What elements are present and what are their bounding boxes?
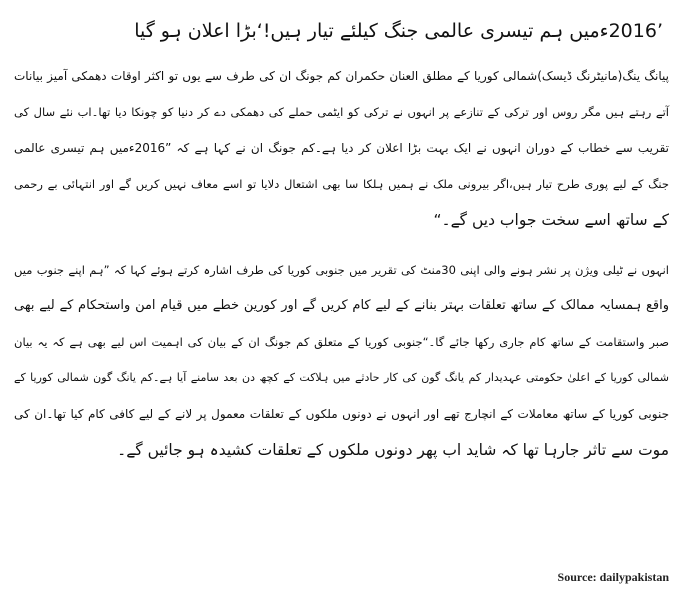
paragraph-line: جنوبی کوریا کے ساتھ معاملات کے انچارج تھے اور انہوں نے دونوں ملکوں کے تعلقات معمول پر لانے کے لیے کافی کام کیا تھا۔ان کی bbox=[14, 407, 669, 421]
paragraph-line: واقع ہمسایہ ممالک کے ساتھ تعلقات بہتر بنانے کے لیے کام کریں گے اور کورین خطے میں قیام امن واستحکام کے لیے بھی bbox=[14, 298, 669, 313]
article bbox=[14, 10, 669, 468]
paragraph-line: شمالی کوریا کے اعلیٰ حکومتی عہدیدار کم یانگ گون کی کار حادثے میں ہلاکت کے کچھ دن بعد سامنے آیا ہے۔کم یانگ گون شمالی کوریا کے bbox=[14, 371, 669, 384]
article-headline: ’2016ءمیں ہم تیسری عالمی جنگ کیلئے تیار ہیں!‘بڑا اعلان ہو گیا bbox=[134, 20, 663, 42]
paragraph-line: آتے رہتے ہیں مگر روس اور ترکی کے تنازعے پر انہوں نے ترکی کو ایٹمی حملے کی دھمکی دے کر دنیا کو چونکا دیا تھا۔اب نئے سال کی bbox=[14, 105, 669, 119]
paragraph-line: صبر واستقامت کے ساتھ کام جاری رکھا جائے گا۔“جنوبی کوریا کے متعلق کم جونگ ان کے بیان کی اہمیت اس لیے بھی ہے کہ یہ بیان bbox=[14, 335, 669, 349]
paragraph-line: تقریب سے خطاب کے دوران انہوں نے ایک بہت بڑا اعلان کر دیا ہے۔کم جونگ ان نے کہا ہے کہ ”2016ءمیں ہم تیسری عالمی bbox=[14, 141, 669, 155]
paragraph-line: پیانگ ینگ(مانیٹرنگ ڈیسک)شمالی کوریا کے مطلق العنان حکمران کم جونگ ان کی طرف سے یوں تو اکثر اوقات دھمکی آمیز بیانات bbox=[14, 69, 669, 83]
paragraph-line: انہوں نے ٹیلی ویژن پر نشر ہونے والی اپنی 30منٹ کی تقریر میں جنوبی کوریا کی طرف اشارہ کرتے ہوئے کہا کہ ”ہم اپنے جنوب میں bbox=[14, 263, 669, 277]
paragraph-line: جنگ کے لیے پوری طرح تیار ہیں،اگر بیرونی ملک نے ہمیں ہلکا سا بھی اشتعال دلایا تو اسے معاف نہیں کریں گے اور انتہائی بے رحمی bbox=[14, 177, 669, 191]
article-paragraph-2 bbox=[14, 252, 669, 468]
paragraph-line: کے ساتھ اسے سخت جواب دیں گے۔“ bbox=[433, 211, 669, 229]
source-credit: Source: dailypakistan bbox=[557, 570, 669, 584]
paragraph-line: موت سے تاثر جارہا تھا کہ شاید اب پھر دونوں ملکوں کے تعلقات کشیدہ ہو جائیں گے۔ bbox=[117, 441, 669, 459]
article-paragraph-1 bbox=[14, 58, 669, 238]
paragraph-gap bbox=[14, 238, 669, 252]
